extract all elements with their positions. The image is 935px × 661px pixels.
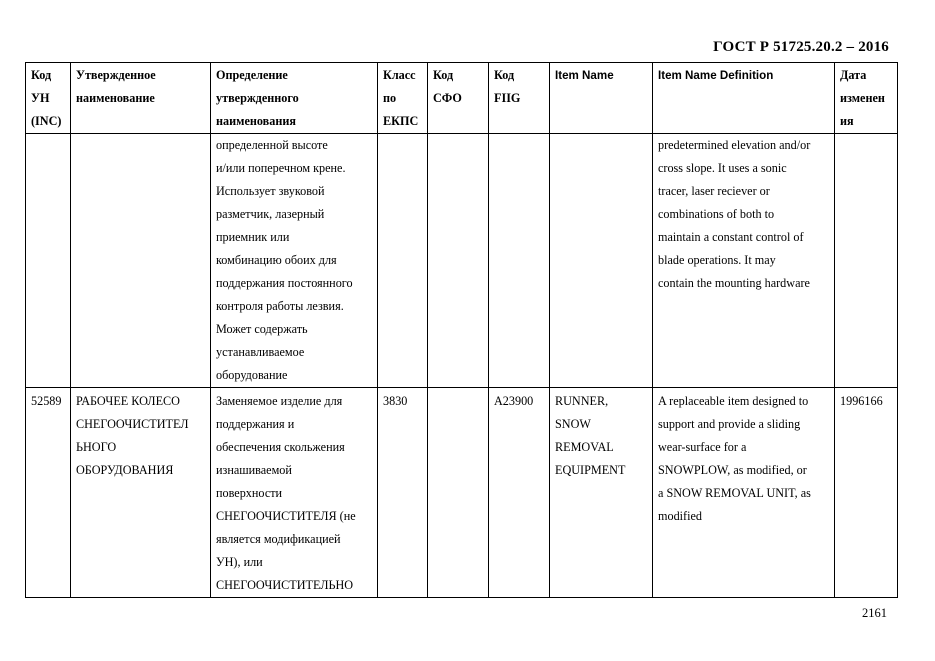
page-number: 2161	[862, 606, 887, 620]
definitions-table	[25, 62, 898, 598]
header-item-name: Item Name	[550, 63, 653, 134]
header-inc: Код УН (INC)	[26, 63, 71, 134]
cell-ekps-class	[378, 134, 428, 388]
cell-change-date: 1996166	[835, 388, 898, 598]
table-header-row	[26, 63, 898, 134]
cell-fiig-code: A23900	[489, 388, 550, 598]
cell-fiig-code	[489, 134, 550, 388]
cell-approved-name	[71, 134, 211, 388]
table-row-continuation	[26, 134, 898, 388]
header-change-date: Дата изменен ия	[835, 63, 898, 134]
cell-ekps-class: 3830	[378, 388, 428, 598]
header-definition-ru: Определение утвержденного наименования	[211, 63, 378, 134]
table-row	[26, 388, 898, 598]
header-approved-name: Утвержденное наименование	[71, 63, 211, 134]
header-fiig-code: Код FIIG	[489, 63, 550, 134]
cell-inc: 52589	[26, 388, 71, 598]
cell-item-name	[550, 134, 653, 388]
header-sfo-code: Код СФО	[428, 63, 489, 134]
cell-item-name-definition: A replaceable item designed to support and provide a sliding wear-surface for a SNOWPLOW, as modified, or a SNOW REMOVAL UNIT, as modified	[653, 388, 835, 598]
cell-approved-name: РАБОЧЕЕ КОЛЕСО СНЕГООЧИСТИТЕЛ ЬНОГО ОБОРУДОВАНИЯ	[71, 388, 211, 598]
cell-item-name-definition: predetermined elevation and/or cross slope. It uses a sonic tracer, laser reciever or combinations of both to maintain a constant control of blade operations. It may contain the mounting hardware	[653, 134, 835, 388]
header-ekps-class: Класс по ЕКПС	[378, 63, 428, 134]
cell-item-name: RUNNER, SNOW REMOVAL EQUIPMENT	[550, 388, 653, 598]
cell-definition-ru: определенной высоте и/или поперечном крене. Использует звуковой разметчик, лазерный приемник или комбинацию обоих для поддержания постоянного контроля работы лезвия. Может содержать устанавливаемое оборудование	[211, 134, 378, 388]
cell-inc	[26, 134, 71, 388]
standard-code: ГОСТ Р 51725.20.2 – 2016	[713, 39, 889, 55]
cell-definition-ru: Заменяемое изделие для поддержания и обеспечения скольжения изнашиваемой поверхности СНЕГООЧИСТИТЕЛЯ (не является модификацией УН), или СНЕГООЧИСТИТЕЛЬНО	[211, 388, 378, 598]
cell-change-date	[835, 134, 898, 388]
cell-sfo-code	[428, 388, 489, 598]
cell-sfo-code	[428, 134, 489, 388]
header-item-name-definition: Item Name Definition	[653, 63, 835, 134]
